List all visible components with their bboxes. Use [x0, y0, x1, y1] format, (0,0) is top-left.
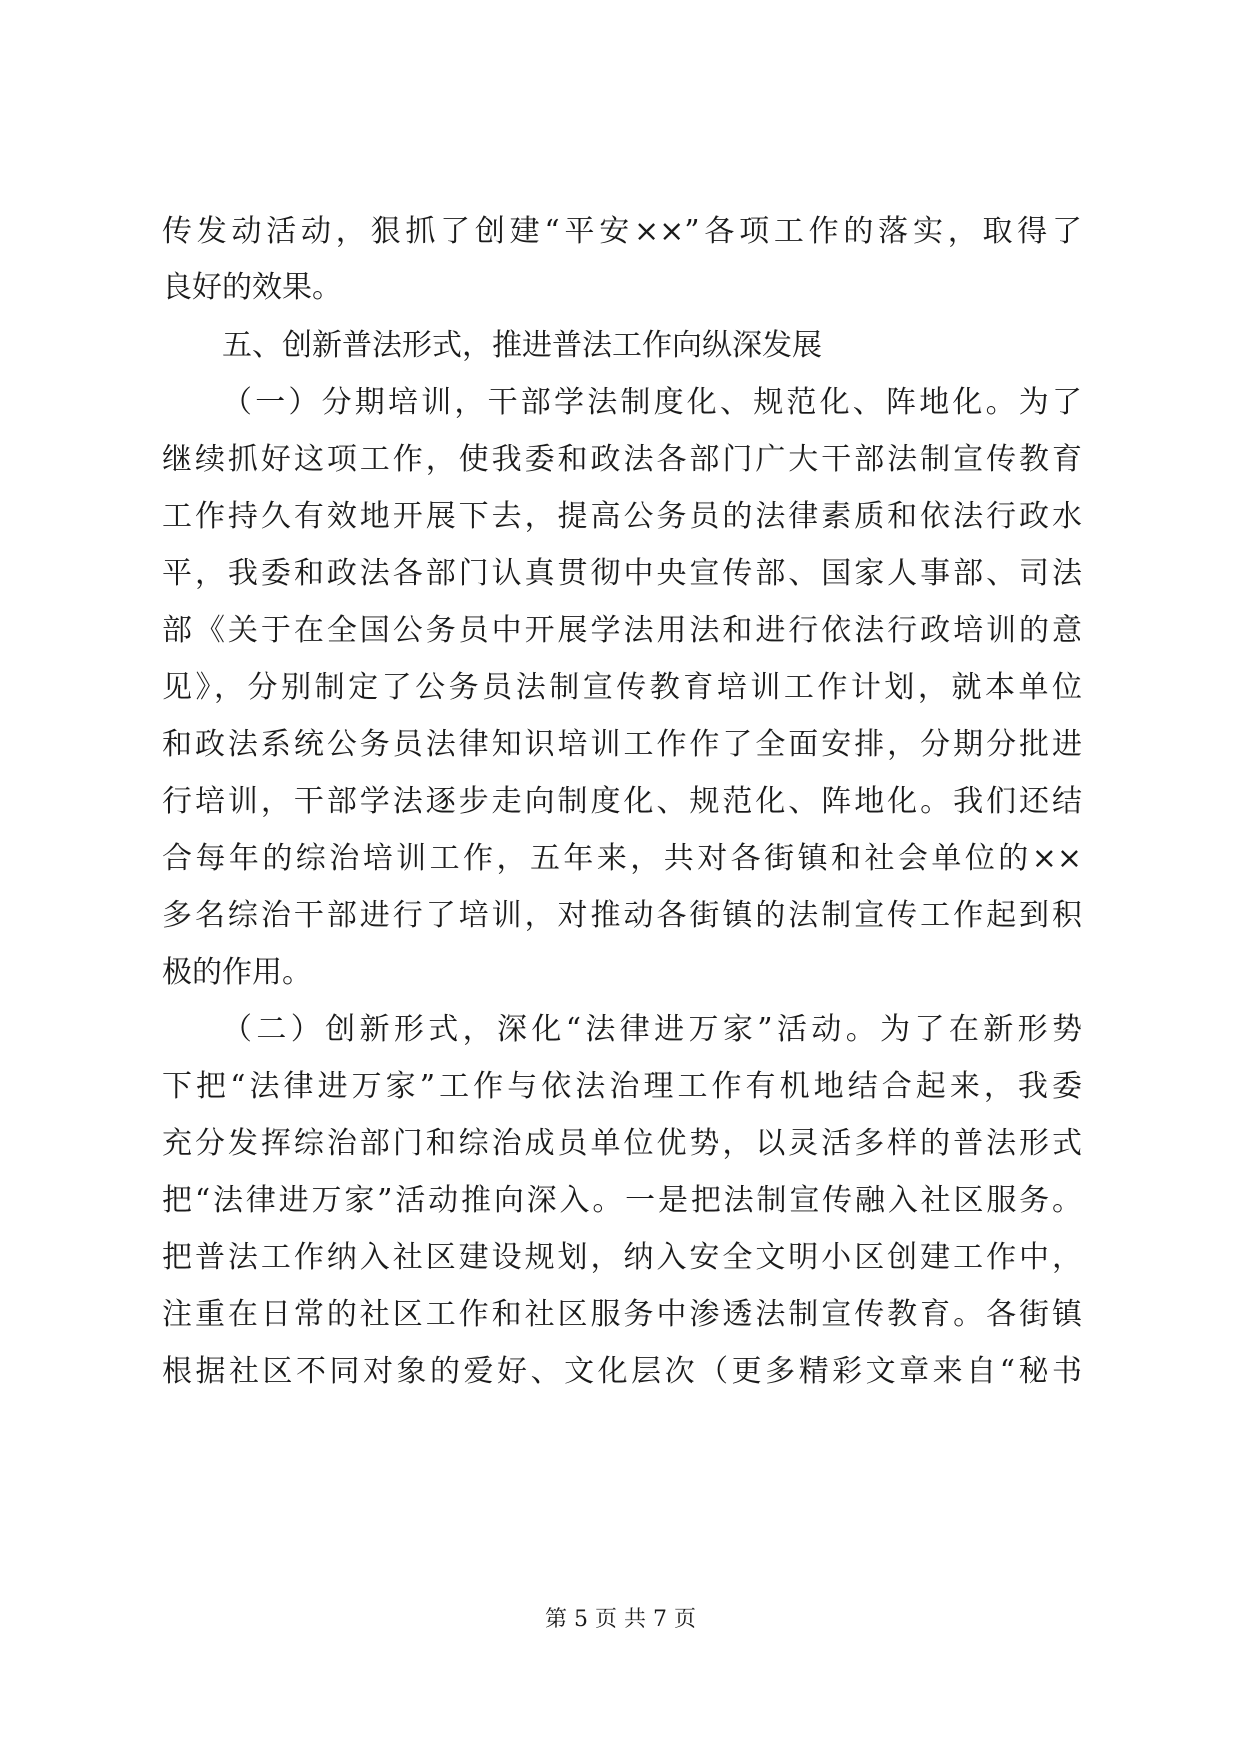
paragraph-2-line-1: （二）创新形式，深化“法律进万家”活动。为了在新形势 — [222, 1012, 1082, 1047]
paragraph-2-line-7: 根据社区不同对象的爱好、文化层次（更多精彩文章来自“秘书 — [162, 1354, 1082, 1389]
body-line-1: 传发动活动，狠抓了创建“平安××”各项工作的落实，取得了 — [162, 214, 1082, 249]
paragraph-1-line-6: 见》，分别制定了公务员法制宣传教育培训工作计划，就本单位 — [162, 670, 1082, 705]
paragraph-1-line-2: 继续抓好这项工作，使我委和政法各部门广大干部法制宣传教育 — [162, 442, 1082, 477]
paragraph-2-line-2: 下把“法律进万家”工作与依法治理工作有机地结合起来，我委 — [162, 1069, 1082, 1104]
paragraph-1-line-4: 平，我委和政法各部门认真贯彻中央宣传部、国家人事部、司法 — [162, 556, 1082, 591]
paragraph-1-line-1: （一）分期培训，干部学法制度化、规范化、阵地化。为了 — [222, 385, 1082, 420]
paragraph-2-line-5: 把普法工作纳入社区建设规划，纳入安全文明小区创建工作中， — [162, 1240, 1082, 1275]
paragraph-1-line-10: 多名综治干部进行了培训，对推动各街镇的法制宣传工作起到积 — [162, 898, 1082, 933]
paragraph-1-line-3: 工作持久有效地开展下去，提高公务员的法律素质和依法行政水 — [162, 499, 1082, 534]
section-heading: 五、创新普法形式，推进普法工作向纵深发展 — [222, 328, 822, 363]
body-line-2: 良好的效果。 — [162, 270, 342, 305]
paragraph-1-line-9: 合每年的综治培训工作，五年来，共对各街镇和社会单位的×× — [162, 841, 1082, 876]
paragraph-1-line-11: 极的作用。 — [162, 955, 312, 990]
paragraph-1-line-8: 行培训，干部学法逐步走向制度化、规范化、阵地化。我们还结 — [162, 784, 1082, 819]
paragraph-2-line-6: 注重在日常的社区工作和社区服务中渗透法制宣传教育。各街镇 — [162, 1297, 1082, 1332]
page-number-footer: 第 5 页 共 7 页 — [545, 1607, 696, 1632]
paragraph-1-line-7: 和政法系统公务员法律知识培训工作作了全面安排，分期分批进 — [162, 727, 1082, 762]
paragraph-1-line-5: 部《关于在全国公务员中开展学法用法和进行依法行政培训的意 — [162, 613, 1082, 648]
paragraph-2-line-3: 充分发挥综治部门和综治成员单位优势，以灵活多样的普法形式 — [162, 1126, 1082, 1161]
paragraph-2-line-4: 把“法律进万家”活动推向深入。一是把法制宣传融入社区服务。 — [162, 1183, 1082, 1218]
